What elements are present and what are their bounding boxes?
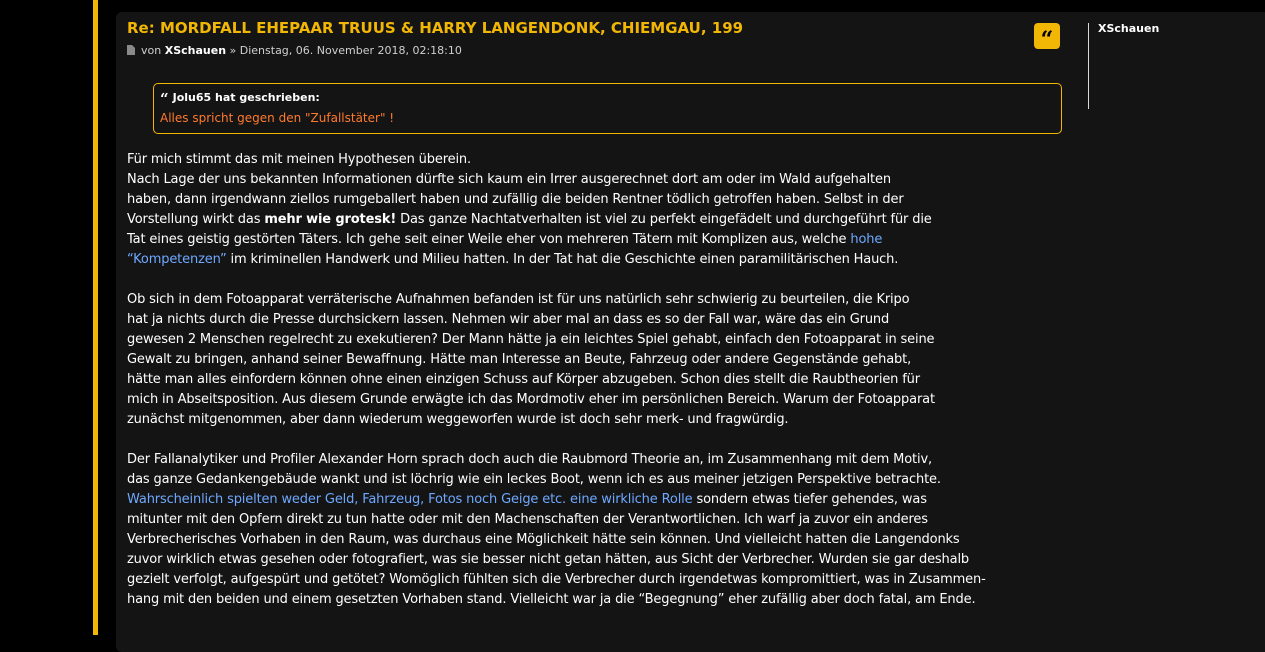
- content-line: gewesen 2 Menschen regelrecht zu exekutieren? Der Mann hätte ja ein leichtes Spiel gehabt, einfach den Fotoapparat in seine: [127, 332, 935, 347]
- content-text: Das ganze Nachtatverhalten ist viel zu perfekt eingefädelt und durchgeführt für die: [396, 212, 932, 227]
- content-line: Der Fallanalytiker und Profiler Alexander Horn sprach doch auch die Raubmord Theorie an, im Zusammenhang mit dem Motiv,: [127, 452, 932, 467]
- content-line: hat ja nichts durch die Presse durchsickern lassen. Nehmen wir aber mal an dass es so der Fall war, wäre das ein Grund: [127, 312, 890, 327]
- profile-username[interactable]: XSchauen: [1098, 22, 1160, 35]
- content-text: Tat eines geistig gestörten Täters. Ich gehe seit einer Weile eher von mehreren Tätern mit Komplizen aus, welche: [127, 232, 851, 247]
- content-text: sondern etwas tiefer gehendes, was: [692, 492, 927, 507]
- content-line: [127, 490, 1067, 510]
- post-meta: [127, 44, 462, 57]
- content-line: [127, 250, 1067, 270]
- content-line: mich in Abseitsposition. Aus diesem Grunde erwägte ich das Mordmotiv eher im persönlichen Bereich. Warum der Fotoapparat: [127, 392, 935, 407]
- blockquote-text: Alles spricht gegen den "Zufallstäter" !: [160, 111, 395, 125]
- content-line: zunächst mitgenommen, aber dann wiederum weggeworfen wurde ist doch sehr merk- und fragwürdig.: [127, 412, 789, 427]
- content-line: Für mich stimmt das mit meinen Hypothesen überein.: [127, 152, 472, 167]
- content-line: haben, dann irgendwann ziellos rumgeballert haben und zufällig die beiden Rentner tödlich getroffen haben. Selbst in der: [127, 192, 904, 207]
- post-date: » Dienstag, 06. November 2018, 02:18:10: [229, 44, 462, 57]
- link-hohe-kompetenzen-cont[interactable]: “Kompetenzen”: [127, 252, 227, 267]
- blockquote-cite: [160, 90, 320, 108]
- content-text: im kriminellen Handwerk und Milieu hatten. In der Tat hat die Geschichte einen paramilitärischen Hauch.: [226, 252, 899, 267]
- document-icon[interactable]: [127, 45, 135, 55]
- profile-divider: [1088, 23, 1089, 109]
- post-content: [127, 150, 1067, 610]
- link-wahrscheinlich[interactable]: Wahrscheinlich spielten weder Geld, Fahrzeug, Fotos noch Geige etc. eine wirkliche Rolle: [127, 492, 693, 507]
- quote-icon: “: [1040, 27, 1054, 49]
- content-line: Verbrecherisches Vorhaben in den Raum, was durchaus eine Möglichkeit hätte sein können. Und vielleicht hatten die Langendonks: [127, 532, 960, 547]
- content-line: mitunter mit den Opfern direkt zu tun hatte oder mit den Machenschaften der Verantwortlichen. Ich warf ja zuvor ein anderes: [127, 512, 928, 527]
- post-author-link[interactable]: XSchauen: [164, 44, 227, 57]
- content-line: [127, 230, 1067, 250]
- meta-prefix: von: [141, 44, 162, 57]
- content-line: Gewalt zu bringen, anhand seiner Bewaffnung. Hätte man Interesse an Beute, Fahrzeug oder andere Gegenstände gehabt,: [127, 352, 912, 367]
- content-line: zuvor wirklich etwas gesehen oder fotografiert, was sie besser nicht getan hätten, aus Sicht der Verbrecher. Wurden sie gar deshalb: [127, 552, 970, 567]
- paragraph-gap: [127, 270, 1067, 290]
- content-line: [127, 210, 1067, 230]
- link-hohe-kompetenzen[interactable]: hohe: [850, 232, 883, 247]
- content-line: gezielt verfolgt, aufgespürt und getötet? Womöglich fühlten sich die Verbrecher durch irgendetwas kompromittiert, was in Zusammen-: [127, 572, 986, 587]
- content-text: Vorstellung wirkt das: [127, 212, 265, 227]
- left-accent-bar: [93, 0, 98, 635]
- content-line: hätte man alles einfordern können ohne einen einzigen Schuss auf Körper abzugeben. Schon dies stellt die Raubtheorien für: [127, 372, 920, 387]
- quote-mark-icon: “: [160, 90, 169, 108]
- quote-button[interactable]: [1034, 23, 1060, 49]
- paragraph-gap: [127, 430, 1067, 450]
- bold-text: mehr wie grotesk!: [264, 212, 397, 227]
- blockquote-cite-text: Jolu65 hat geschrieben:: [172, 91, 320, 104]
- post-title[interactable]: Re: MORDFALL EHEPAAR TRUUS & HARRY LANGENDONK, CHIEMGAU, 199: [127, 19, 744, 37]
- content-line: das ganze Gedankengebäude wankt und ist löchrig wie ein leckes Boot, wenn ich es aus meiner jetzigen Perspektive betrachte.: [127, 472, 941, 487]
- blockquote: [153, 83, 1062, 134]
- content-line: Nach Lage der uns bekannten Informationen dürfte sich kaum ein Irrer ausgerechnet dort am oder im Wald aufgehalten: [127, 172, 891, 187]
- content-line: hang mit den beiden und einem gesetzten Vorhaben stand. Vielleicht war ja die “Begegnung” eher zufällig aber doch fatal, am Ende.: [127, 592, 976, 607]
- content-line: Ob sich in dem Fotoapparat verräterische Aufnahmen befanden ist für uns natürlich sehr schwierig zu beurteilen, die Kripo: [127, 292, 910, 307]
